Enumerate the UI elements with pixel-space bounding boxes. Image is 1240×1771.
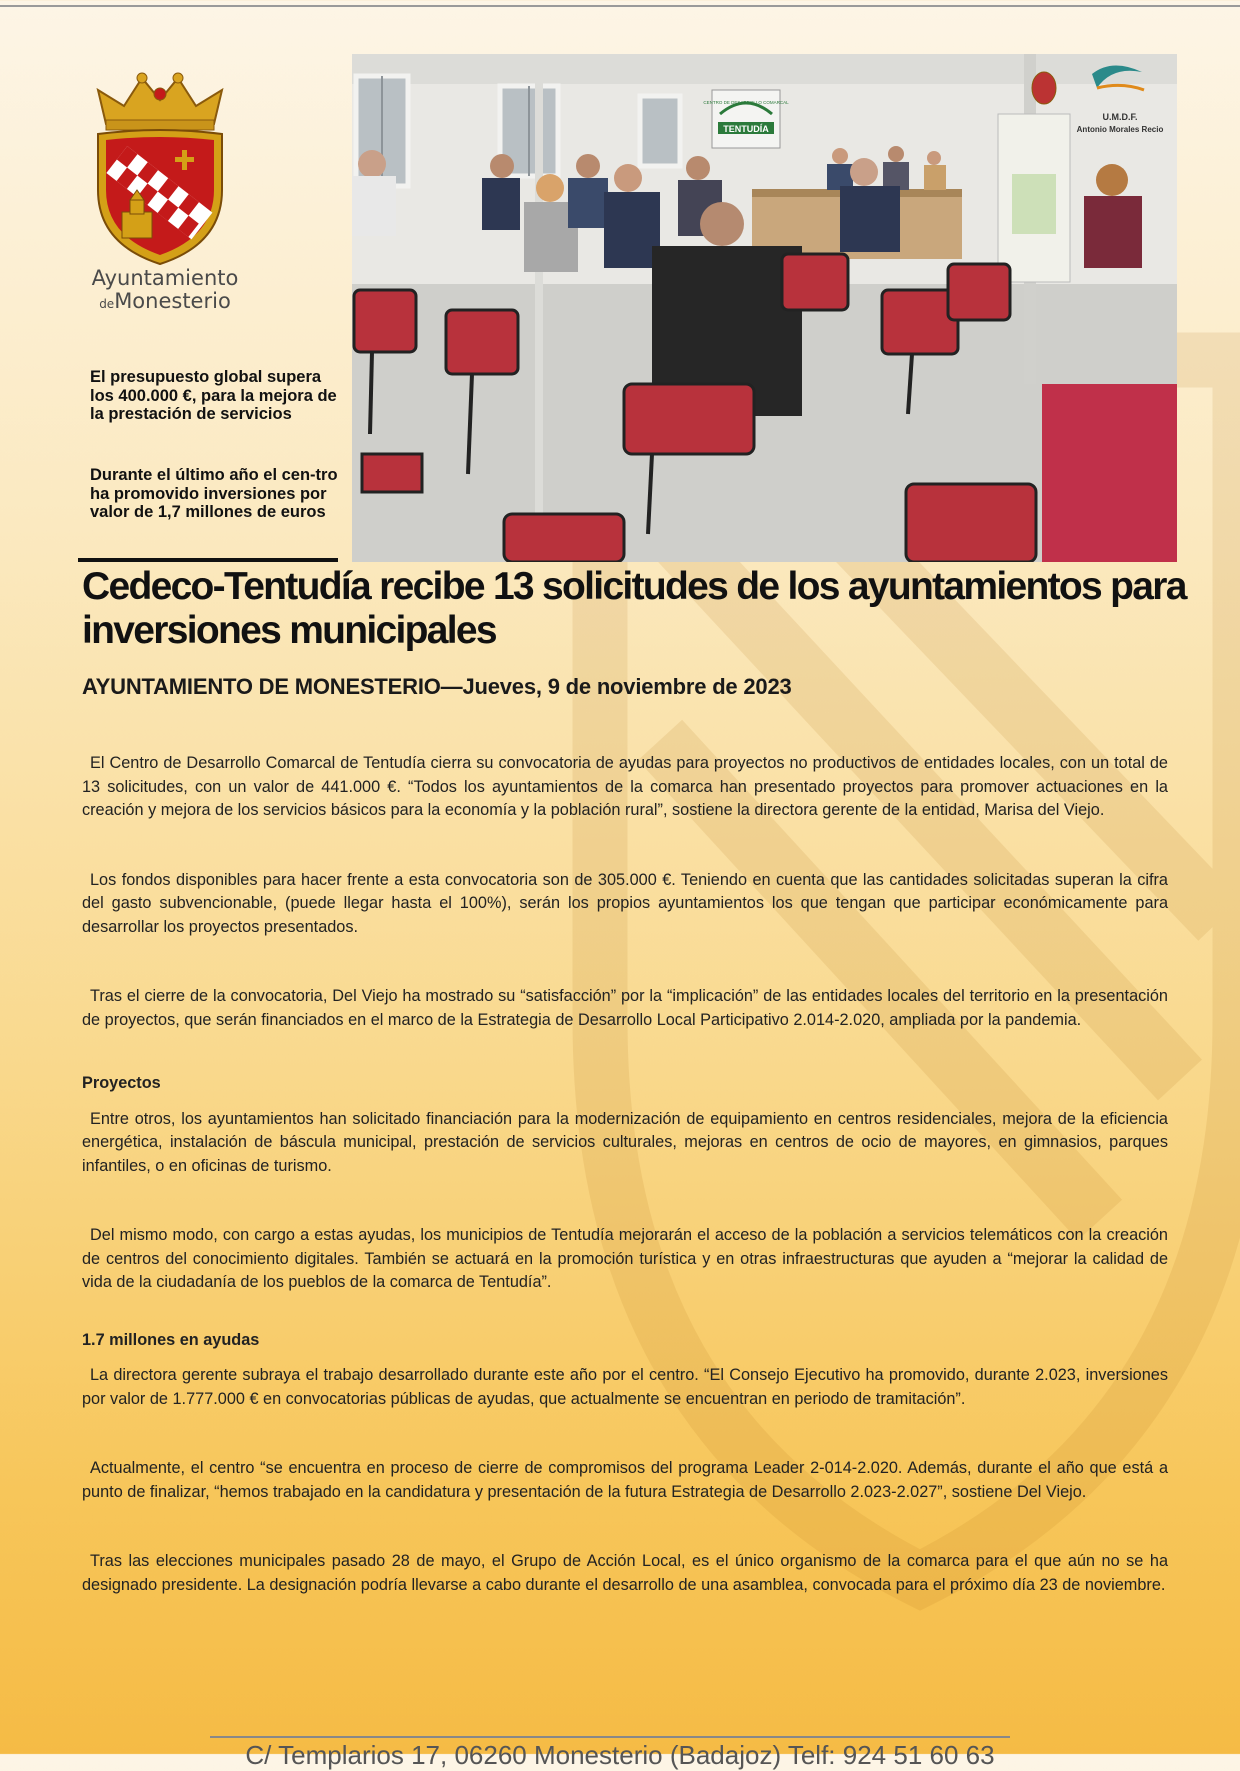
article-headline: Cedeco-Tentudía recibe 13 solicitudes de los ayuntamientos para inversiones municipales — [82, 565, 1186, 652]
sidebar-note-budget: El presupuesto global supera los 400.000 €, para la mejora de la prestación de servicios — [90, 368, 337, 424]
article-paragraph: Los fondos disponibles para hacer frente a esta convocatoria son de 305.000 €. Teniendo en cuenta que las cantidades solicitadas superan la cifra del gasto subvencionable, (puede llegar hasta el 100%), serán los propios ayuntamientos los que tengan que participar económicamente para desarrollar los proyectos presentados. — [82, 870, 1168, 936]
meeting-photo — [352, 54, 1177, 562]
article-paragraph: Entre otros, los ayuntamientos han solicitado financiación para la modernización de equipamiento en centros residenciales, mejora de la eficiencia energética, instalación de báscula municipal, prestación de servicios culturales, mejoras en centros de ocio de mayores, en gimnasios, parques infantiles, o en oficinas de turismo. — [82, 1109, 1168, 1175]
crest-caption-line1: Ayuntamiento — [91, 266, 239, 290]
article-paragraph: Tras el cierre de la convocatoria, Del Viejo ha mostrado su “satisfacción” por la “implicación” de las entidades locales del territorio en la presentación de proyectos, que serán financiados en el marco de la Estrategia de Desarrollo Local Participativo 2.014-2.020, ampliada por la pandemia. — [82, 987, 1168, 1029]
crest-caption-line2 — [80, 291, 250, 312]
crest-caption-de: de — [99, 297, 115, 311]
section-heading-proyectos: Proyectos — [82, 1074, 161, 1092]
crest-caption — [80, 268, 250, 312]
tentudia-banner — [712, 90, 780, 148]
umdf-line2: Antonio Morales Recio — [1076, 125, 1164, 134]
article-byline: AYUNTAMIENTO DE MONESTERIO—Jueves, 9 de noviembre de 2023 — [82, 674, 792, 699]
footer-address: C/ Templarios 17, 06260 Monesterio (Badajoz) Telf: 924 51 60 63 — [245, 1740, 995, 1770]
article-paragraph: Actualmente, el centro “se encuentra en proceso de cierre de compromisos del programa Leader 2-014-2.020. Además, durante el año que está a punto de finalizar, “hemos trabajado en la candidatura y presentación de la futura Estrategia de Desarrollo 2.023-2.027”, sostiene Del Viejo. — [82, 1459, 1168, 1501]
page-top-rule — [0, 5, 1240, 7]
article-body — [82, 752, 1168, 1643]
monesterio-crest-logo — [88, 72, 232, 268]
footer-divider — [210, 1736, 1010, 1738]
sidebar-divider — [78, 558, 338, 562]
article-paragraph: Tras las elecciones municipales pasado 28 de mayo, el Grupo de Acción Local, es el único organismo de la comarca para el que aún no se ha designado presidente. La designación podría llevarse a cabo durante el desarrollo de una asamblea, convocada para el próximo día 23 de noviembre. — [82, 1552, 1168, 1594]
umdf-line1: U.M.D.F. — [1102, 112, 1138, 122]
section-heading-ayudas: 1.7 millones en ayudas — [82, 1330, 260, 1349]
crest-caption-town: Monesterio — [114, 289, 231, 313]
article-paragraph: El Centro de Desarrollo Comarcal de Tentudía cierra su convocatoria de ayudas para proyectos no productivos de entidades locales, con un total de 13 solicitudes, con un valor de 441.000 €. “Todos los ayuntamientos de la comarca han presentado proyectos para promover actuaciones en la creación y mejora de los servicios básicos para la economía y la población rural”, sostiene la directora gerente de la entidad, Marisa del Viejo. — [82, 754, 1168, 819]
article-paragraph: La directora gerente subraya el trabajo desarrollado durante este año por el centro. “El Consejo Ejecutivo ha promovido, durante 2.023, inversiones por valor de 1.777.000 € en convocatorias públicas de ayudas, que actualmente se encuentran en periodo de tramitación”. — [82, 1366, 1168, 1408]
article-paragraph: Del mismo modo, con cargo a estas ayudas, los municipios de Tentudía mejorarán el acceso de la población a servicios telemáticos con la creación de centros del conocimiento digitales. También se actuará en la promoción turística y en otras infraestructuras que ayuden a “mejorar la calidad de vida de la ciudadanía de los pueblos de la comarca de Tentudía”. — [82, 1226, 1168, 1291]
banner-tentudia-text: TENTUDÍA — [723, 124, 769, 134]
banner-arc-text: CENTRO DE DESARROLLO COMARCAL — [703, 100, 789, 105]
sidebar-note-investment: Durante el último año el cen-tro ha promovido inversiones por valor de 1,7 millones de euros — [90, 466, 338, 522]
